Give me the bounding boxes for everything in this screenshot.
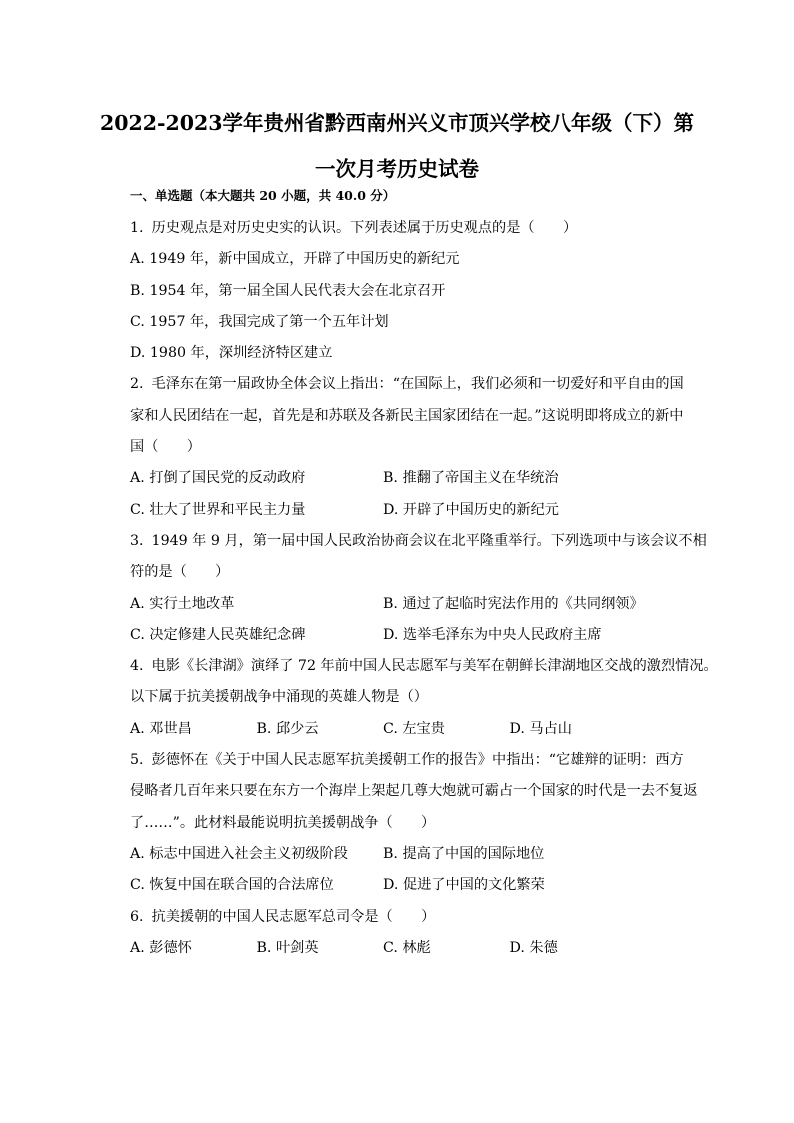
question-3 bbox=[130, 526, 707, 651]
stem-text: 国（ ） bbox=[130, 439, 201, 456]
stem-text: 抗美援朝的中国人民志愿军总司令是（ ） bbox=[151, 908, 436, 925]
option-row bbox=[130, 933, 696, 964]
stem-text: 侵略者几百年来只要在东方一个海岸上架起几尊大炮就可霸占一个国家的时代是一去不复返 bbox=[130, 783, 698, 800]
option-row bbox=[130, 714, 696, 745]
question-number: 4. bbox=[130, 658, 144, 675]
option-row bbox=[130, 589, 696, 620]
option-c: C. 林彪 bbox=[383, 939, 431, 956]
stem-text: 了……”。此材料最能说明抗美援朝战争（ ） bbox=[130, 814, 436, 831]
option-a: A. 彭德怀 bbox=[130, 939, 192, 956]
exam-title bbox=[90, 100, 704, 192]
option-a: A. 1949 年，新中国成立，开辟了中国历史的新纪元 bbox=[130, 251, 460, 268]
option-c: C. 恢复中国在联合国的合法席位 bbox=[130, 877, 334, 894]
option-c: C. 壮大了世界和平民主力量 bbox=[130, 501, 306, 518]
option-c: C. 决定修建人民英雄纪念碑 bbox=[130, 626, 306, 643]
option-a: A. 打倒了国民党的反动政府 bbox=[130, 470, 306, 487]
option-row bbox=[130, 839, 696, 870]
option-d: D. 朱德 bbox=[509, 939, 558, 956]
option-b: B. 邱少云 bbox=[256, 720, 319, 737]
question-5 bbox=[130, 745, 696, 901]
option-a: A. 实行土地改革 bbox=[130, 595, 235, 612]
option-row bbox=[130, 870, 696, 901]
option-d: D. 促进了中国的文化繁荣 bbox=[383, 877, 545, 894]
question-6 bbox=[130, 902, 696, 965]
stem-text: 彭德怀在《关于中国人民志愿军抗美援朝工作的报告》中指出：“它雄辩的证明：西方 bbox=[151, 752, 684, 769]
stem-text: 家和人民团结在一起，首先是和苏联及各新民主国家团结在一起。”这说明即将成立的新中 bbox=[130, 407, 684, 424]
question-number: 1. bbox=[130, 220, 144, 236]
option-a: A. 标志中国进入社会主义初级阶段 bbox=[130, 845, 348, 862]
question-stem bbox=[130, 745, 696, 776]
section-heading: 一、单选题（本大题共 20 小题，共 40.0 分） bbox=[130, 188, 396, 203]
option-d: D. 马占山 bbox=[509, 720, 572, 737]
option-d: D. 选举毛泽东为中央人民政府主席 bbox=[383, 626, 602, 643]
option-c: C. 左宝贵 bbox=[383, 720, 445, 737]
option-b: B. 叶剑英 bbox=[256, 939, 319, 956]
question-4 bbox=[130, 651, 718, 745]
title-line: 一次月考历史试卷 bbox=[315, 157, 479, 181]
question-number: 3. bbox=[130, 532, 144, 549]
title-line: 2022-2023学年贵州省黔西南州兴义市顶兴学校八年级（下）第 bbox=[99, 111, 695, 135]
stem-text: 符的是（ ） bbox=[130, 564, 230, 581]
option-b: B. 提高了中国的国际地位 bbox=[383, 845, 545, 862]
question-2 bbox=[130, 369, 696, 525]
question-1 bbox=[130, 213, 696, 369]
option-b: B. 1954 年，第一届全国人民代表大会在北京召开 bbox=[130, 282, 446, 299]
question-number: 6. bbox=[130, 908, 144, 925]
option-d: D. 开辟了中国历史的新纪元 bbox=[383, 501, 559, 518]
question-stem bbox=[130, 902, 696, 933]
option-row bbox=[130, 495, 696, 526]
question-number: 2. bbox=[130, 376, 144, 393]
option-a: A. 邓世昌 bbox=[130, 720, 192, 737]
option-d: D. 1980 年，深圳经济特区建立 bbox=[130, 345, 333, 362]
stem-text: 电影《长津湖》演绎了 72 年前中国人民志愿军与美军在朝鲜长津湖地区交战的激烈情况。 bbox=[151, 658, 718, 675]
stem-text: 1949 年 9 月，第一届中国人民政治协商会议在北平隆重举行。下列选项中与该会议不相 bbox=[151, 532, 707, 549]
option-b: B. 通过了起临时宪法作用的《共同纲领》 bbox=[383, 595, 644, 612]
stem-text: 毛泽东在第一届政协全体会议上指出：“在国际上，我们必须和一切爱好和平自由的国 bbox=[151, 376, 684, 393]
question-stem bbox=[130, 369, 696, 400]
stem-text: 以下属于抗美援朝战争中涌现的英雄人物是（） bbox=[130, 689, 428, 706]
question-list bbox=[130, 213, 718, 964]
question-stem bbox=[130, 213, 696, 244]
option-row bbox=[130, 463, 696, 494]
stem-text: 历史观点是对历史史实的认识。下列表述属于历史观点的是（ ） bbox=[151, 220, 578, 236]
option-c: C. 1957 年，我国完成了第一个五年计划 bbox=[130, 313, 389, 330]
question-number: 5. bbox=[130, 752, 144, 769]
option-b: B. 推翻了帝国主义在华统治 bbox=[383, 470, 559, 487]
question-stem bbox=[130, 651, 718, 682]
question-stem bbox=[130, 526, 707, 557]
option-row bbox=[130, 620, 696, 651]
